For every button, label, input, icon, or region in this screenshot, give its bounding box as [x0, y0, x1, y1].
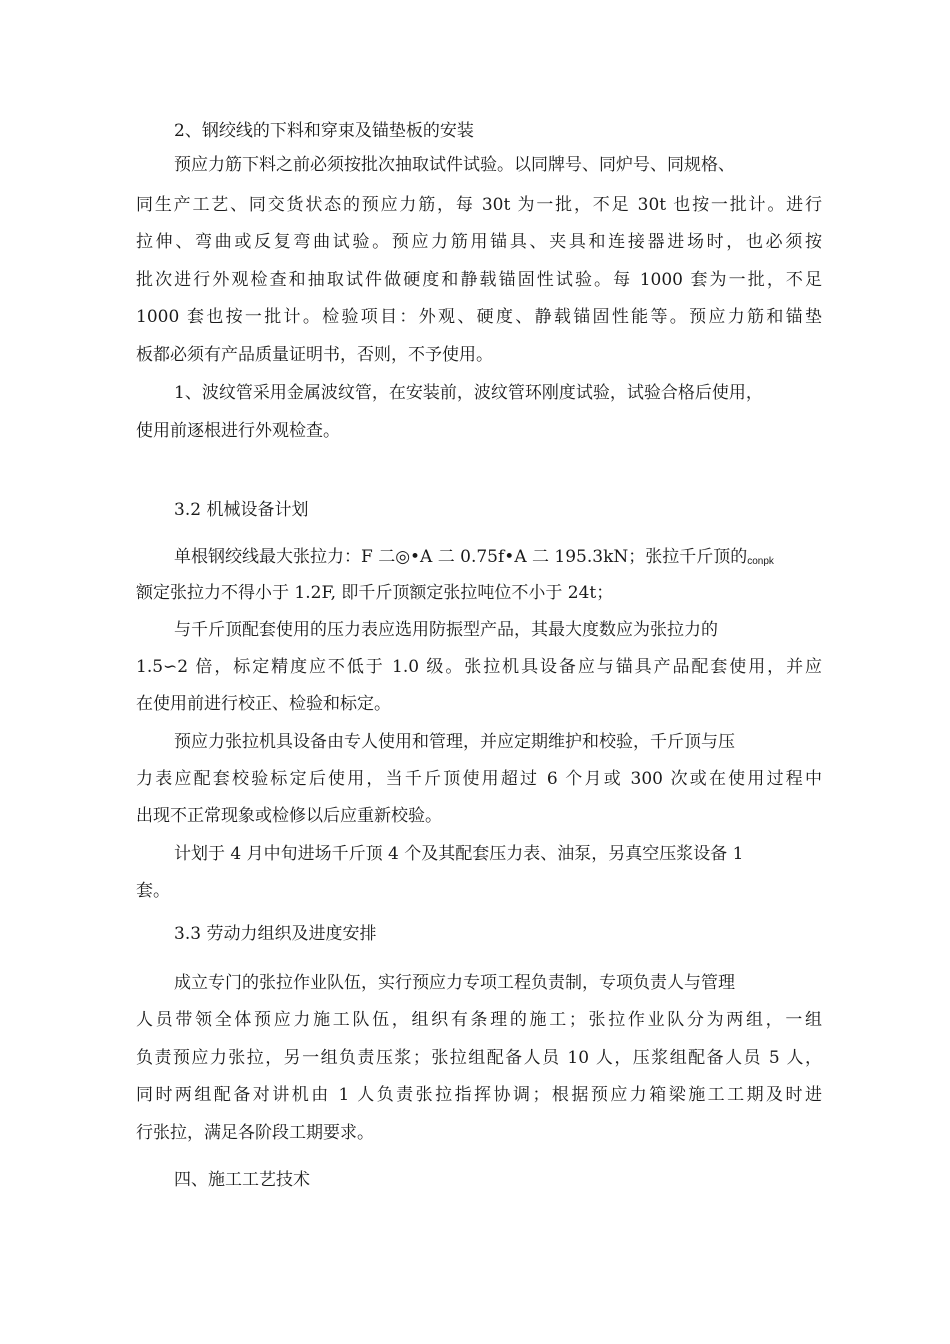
paragraph-line-force: [174, 545, 774, 574]
paragraph-line: 使用前逐根进行外观检查。: [136, 421, 340, 441]
paragraph-line: 1000 套也按一批计。检验项目：外观、硬度、静载锚固性能等。预应力筋和锚垫: [136, 307, 822, 327]
paragraph-line: 1、波纹管采用金属波纹管，在安装前，波纹管环刚度试验，试验合格后使用，: [174, 383, 763, 403]
paragraph-line: 出现不正常现象或检修以后应重新校验。: [136, 806, 442, 826]
paragraph-line: 套。: [136, 881, 170, 901]
paragraph-line: 与千斤顶配套使用的压力表应选用防振型产品，其最大度数应为张拉力的: [174, 620, 718, 640]
paragraph-line: 预应力筋下料之前必须按批次抽取试件试验。以同牌号、同炉号、同规格、: [174, 155, 735, 175]
paragraph-line: 负责预应力张拉，另一组负责压浆；张拉组配备人员 10 人，压浆组配备人员 5 人，: [136, 1048, 822, 1068]
section-heading-4: 四、施工工艺技术: [174, 1170, 310, 1190]
paragraph-line: 行张拉，满足各阶段工期要求。: [136, 1123, 374, 1143]
paragraph-line: 预应力张拉机具设备由专人使用和管理，并应定期维护和校验，千斤顶与压: [174, 732, 735, 752]
paragraph-line: 同时两组配备对讲机由 1 人负责张拉指挥协调；根据预应力箱梁施工工期及时进: [136, 1085, 822, 1105]
paragraph-line: 板都必须有产品质量证明书，否则，不予使用。: [136, 345, 493, 365]
paragraph-line: 在使用前进行校正、检验和标定。: [136, 694, 391, 714]
paragraph-line: 人员带领全体预应力施工队伍，组织有条理的施工；张拉作业队分为两组，一组: [136, 1010, 822, 1030]
paragraph-line: 力表应配套校验标定后使用，当千斤顶使用超过 6 个月或 300 次或在使用过程中: [136, 769, 822, 789]
paragraph-line: 额定张拉力不得小于 1.2F, 即千斤顶额定张拉吨位不小于 24t；: [136, 583, 614, 603]
section-heading-3-2: 3.2 机械设备计划: [174, 500, 309, 520]
paragraph-line: 批次进行外观检查和抽取试件做硬度和静载锚固性试验。每 1000 套为一批，不足: [136, 270, 822, 290]
paragraph-line: 拉伸、弯曲或反复弯曲试验。预应力筋用锚具、夹具和连接器进场时，也必须按: [136, 232, 822, 252]
force-subscript: conpk: [747, 556, 774, 567]
force-formula-text: 单根钢绞线最大张拉力：F 二◎•A 二 0.75f•A 二 195.3kN；张拉千斤顶的: [174, 547, 748, 567]
paragraph-line: 1.5∽2 倍，标定精度应不低于 1.0 级。张拉机具设备应与锚具产品配套使用，并应: [136, 657, 822, 677]
paragraph-line: 成立专门的张拉作业队伍，实行预应力专项工程负责制，专项负责人与管理: [174, 973, 735, 993]
paragraph-line: 同生产工艺、同交货状态的预应力筋，每 30t 为一批，不足 30t 也按一批计。进行: [136, 195, 822, 215]
section-heading-steel-strand: 2、钢绞线的下料和穿束及锚垫板的安装: [174, 121, 474, 141]
paragraph-line: 计划于 4 月中旬进场千斤顶 4 个及其配套压力表、油泵，另真空压浆设备 1: [174, 844, 744, 864]
section-heading-3-3: 3.3 劳动力组织及进度安排: [174, 924, 377, 944]
